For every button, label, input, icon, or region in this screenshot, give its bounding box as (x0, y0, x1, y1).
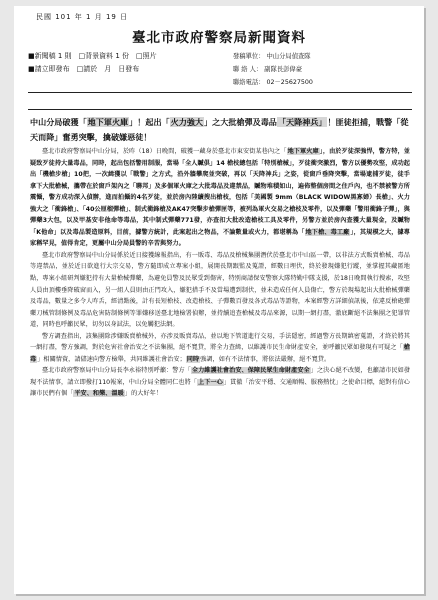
org-value: 中山分局偵查隊 (266, 53, 311, 60)
article-body (30, 146, 410, 400)
contact-field (233, 63, 413, 76)
p3-highlight: 槍毒 (30, 344, 410, 363)
meta-spacer (28, 76, 233, 89)
p3-highlight-2: 同時 (186, 355, 200, 363)
contact-value: 副隊長彭偉豪 (264, 66, 302, 73)
org-label: 發稿單位： (233, 53, 265, 60)
p4-highlight-2: 上下一心 (198, 378, 223, 386)
press-release-page (14, 6, 424, 594)
p1-bold-text-2: 」，其規模之大，據專家稱罕見，值得肯定，更屬中山分局員警的辛苦與努力。 (30, 228, 410, 248)
divider-bottom (28, 109, 412, 110)
release-meta (28, 50, 413, 89)
headline-highlight-2: 火力強大 (170, 117, 204, 127)
release-type-checkboxes: ■新聞稿 1 則 □背景資料 1 份 □照片 (28, 52, 157, 60)
p1-highlight-2: 地下槍、毒工廠 (305, 228, 350, 236)
p4-highlight: 全力維護社會治安、保障民眾生命財產安全 (191, 367, 310, 375)
headline-text-2: 」！起出「 (129, 117, 170, 127)
p4-text-2: 」之決心絕不改變，也籲請市民如發現不法情事，請立即撥打110報案，中山分局全體同仁也將「 (30, 367, 411, 386)
paragraph-2: 臺北市政府警察局中山分局係於近日接獲線報指出，有一販毒、毒品及槍械集團潛伏於臺北市中山區一帶，以非法方式販賣槍械、毒品等違禁品，並於近日欲進行大宗交易，警方隨即成立專案小組，展開長期跟監及蒐證，經數日埋伏，終於發現嫌犯行蹤，並掌握其藏匿地點，專案小組研判嫌犯持有大量槍械彈藥，為避免員警及民眾受到傷害，特別商請保安警察大隊特勤中隊支援，於18日晚間執行搜索，攻堅人員由頂樓垂降破窗而入，另一組人員則由正門攻入，嫌犯措手不及當場遭到制伏，並未造成任何人員傷亡，警方於現場起出大批槍械彈藥及毒品，數量之多令人咋舌，經清點後，計有長短槍枝、改造槍枝、子彈數百發及各式毒品等證物，本案經警方詳細偵訊後，依違反槍砲彈藥刀械管制條例及毒品危害防制條例等罪嫌移送臺北地檢署偵辦，並持續追查槍械及毒品來源，以期一網打盡，澈底斷絕不法集團之犯罪管道，同時也呼籲民眾，切勿以身試法，以免觸犯法網。 (30, 251, 410, 329)
headline-text-3: 」之大批槍彈及毒品 (204, 117, 277, 127)
headline-highlight-3: 「天降神兵」 (277, 117, 327, 127)
paragraph-1 (30, 146, 410, 250)
phone-value: 02－25627500 (266, 79, 313, 86)
meta-row-1 (28, 50, 413, 63)
meta-row-3 (28, 76, 413, 89)
phone-field (233, 76, 413, 89)
headline-text-4: ！匪徒拒捕，戰警「從天而降」奮勇突擊，擒破嫌惡徒！ (30, 117, 409, 142)
headline-highlight-1: 地下軍火庫 (87, 117, 129, 127)
page-title: 臺北市政府警察局新聞資料 (132, 30, 306, 46)
p4-text: 臺北市政府警察局中山分局長李永裕特別呼籲：警方「 (42, 367, 191, 375)
p3-text-3: 強調，如有不法情事，將依法嚴辦，絕不寬貸。 (200, 355, 331, 363)
paragraph-4 (30, 365, 410, 400)
org-field (233, 50, 413, 63)
headline-text-1: 中山分局破獲「 (30, 117, 87, 127)
p4-highlight-3: 平安、和樂、溫暖 (74, 390, 124, 398)
phone-label: 聯絡電話： (233, 79, 265, 86)
meta-row-2 (28, 63, 413, 76)
release-date: 民國 101 年 1 月 19 日 (36, 13, 129, 21)
p1-highlight: 地下軍火庫 (287, 148, 319, 155)
p4-text-4: 」的大好年！ (124, 390, 163, 398)
paragraph-3 (30, 331, 410, 366)
release-timing-checkboxes: ■請立即發布 □請於 月 日發布 (28, 65, 140, 73)
p1-text: 臺北市政府警察局中山分局，於昨（18）日晚間，破獲一藏身於臺北市東安街某巷內之「 (42, 148, 287, 155)
contact-label: 聯 絡 人： (233, 66, 263, 73)
headline (30, 115, 410, 145)
p3-text: 警方調查指出，該集團除涉嫌販賣槍械外，亦涉及販賣毒品，並以地下管道進行交易，手法隱密，經過警方長期縝密蒐證，才終於將其一網打盡，警方強調，對於危害社會治安之不法集團，絕不寬貸，將全力查緝，以維護市民生命財產安全，並呼籲民眾如發現有可疑之「 (30, 332, 410, 352)
p4-text-3: 」貫徹「治安平穩、交通順暢、服務熱忱」之使命目標，絕對有信心讓市民們有個「 (30, 378, 411, 398)
divider-top (28, 92, 412, 93)
p3-text-2: 」相關情資，請儘速向警方檢舉，共同維護社會治安； (37, 355, 186, 363)
p1-bold-text: 」，由於歹徒深強悍，警方特，並疑致歹徒持大量毒品，同時，起出包括警用制服，當場「全人贓俱」14 槍枝總包括「特別槍械」，歹徒衝突激烈，警方以優勢攻堅，成功起出「機槍步槍」10把，一次緝獲以「戰警」之方式，沿外牆攀爬並突破，再以「天降神兵」之姿，從窗戶垂降突擊，當場逮捕歹徒，徒手拿下大批槍械，攜帶在於窗戶架內之「聯邦」及多個軍火庫之大批毒品及違禁品，贓物堆積如山，遍佈整個房間之住戶內，也不禁被警方所震懾，警方成功深入偵辦，進而拍攝的4名歹徒，並於房內陸續搜出槍枝，包括「美國製 9mm（BLACK WIDOW黑寡婦）長槍」、火力強大之「衝鋒槍」、「40公厘榴彈槍」、制式衝鋒槍及AK47突擊步槍彈匣等，被列為軍火交易之槍枝及零件，以及彈藥「警用衝鋒子彈」，與彈藥3大包，以及甲基安非他命等毒品，其中制式彈藥771發，亦查扣大批改造槍枝工具及零件，另警方並於房內查獲大量現金，及贓物「K他命」以及毒品製造原料，目前，據警方統計，此案起出之物品，不論數量或火力，都堪稱為「 (30, 148, 410, 236)
